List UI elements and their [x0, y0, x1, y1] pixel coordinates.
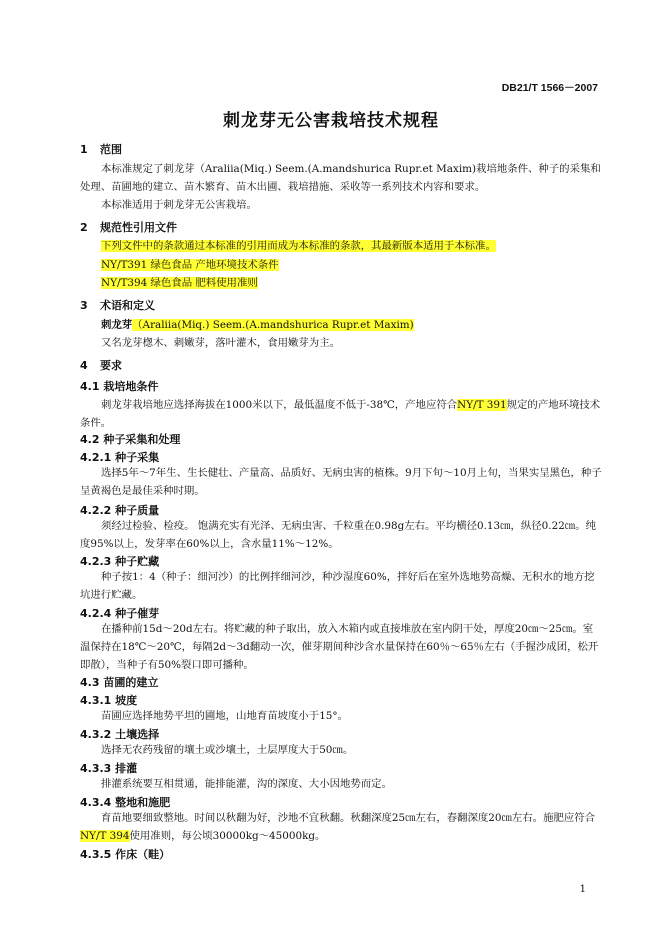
heading-4-1: 4.1 栽培地条件 [80, 380, 159, 393]
paragraph-text: 刺龙芽栽培地应选择海拔在1000米以下，最低温度不低于-38℃，产地应符合 [101, 399, 458, 411]
paragraph-4-3-3: 排灌系统要互相贯通，能排能灌，沟的深度、大小因地势而定。 [101, 778, 392, 790]
section-number: 2 [80, 221, 88, 234]
paragraph-4-2-2: 须经过检验、检疫。 饱满充实有光泽、无病虫害、千粒重在0.98g左右。平均横径0.13㎝，纵径0.22㎝。纯度95%以上，发芽率在60%以上，含水量11%～12%。 [80, 520, 596, 550]
reference-2 [101, 274, 258, 292]
paragraph-4-2-3: 种子按1：4（种子：细河沙）的比例拌细河沙，种沙湿度60%，拌好后在室外选地势高燥、无积水的地方挖坑进行贮藏。 [80, 571, 595, 601]
paragraph-4-3-4 [80, 809, 602, 845]
term-latin-name: （Araliia(Miq.) Seem.(A.mandshurica Rupr.et Maxim) [132, 319, 414, 331]
heading-4-3-1: 4.3.1 坡度 [80, 694, 138, 707]
paragraph-4-1 [80, 396, 602, 432]
section-title: 术语和定义 [100, 299, 155, 312]
section-number: 3 [80, 299, 88, 312]
section-title: 规范性引用文件 [100, 221, 177, 234]
section-1-paragraph-1: 本标准规定了刺龙芽（Araliia(Miq.) Seem.(A.mandshurica Rupr.et Maxim)栽培地条件、种子的采集和处理、苗圃地的建立、苗木繁育、苗木出圃、栽培措施、采收等一系列技术内容和要求。 [80, 163, 601, 193]
reference-nyt394: NY/T 394 [80, 830, 130, 842]
reference-nyt391: NY/T 391 [457, 399, 507, 411]
heading-4-2-1: 4.2.1 种子采集 [80, 451, 160, 464]
section-title: 范围 [100, 143, 122, 156]
term-line [101, 316, 414, 334]
reference-1 [101, 256, 279, 274]
section-3-heading [80, 297, 155, 313]
highlighted-text: NY/T394 绿色食品 肥料使用准则 [101, 277, 258, 289]
section-number: 1 [80, 143, 88, 156]
paragraph-4-2-1: 选择5年～7年生、生长健壮、产量高、品质好、无病虫害的植株。9月下旬～10月上旬，当果实呈黑色，种子呈黄褐色是最佳采种时期。 [80, 467, 602, 497]
heading-4-3-4: 4.3.4 整地和施肥 [80, 796, 171, 809]
heading-4-2-4: 4.2.4 种子催芽 [80, 607, 160, 620]
section-1-heading [80, 141, 122, 157]
paragraph-text: 使用准则，每公顷30000kg～45000kg。 [129, 830, 326, 842]
highlighted-text: 下列文件中的条款通过本标准的引用而成为本标准的条款，其最新版本适用于本标准。 [101, 240, 496, 252]
heading-4-2-3: 4.2.3 种子贮藏 [80, 555, 160, 568]
paragraph-4-3-2: 选择无农药残留的壤土或沙壤土，土层厚度大于50㎝。 [101, 744, 354, 756]
paragraph-text: 育苗地要细致整地。时间以秋翻为好，沙地不宜秋翻。秋翻深度25㎝左右，春翻深度20㎝左右。施肥应符合 [101, 812, 596, 824]
highlighted-text: NY/T391 绿色食品 产地环境技术条件 [101, 259, 279, 271]
page-number: 1 [579, 884, 586, 895]
paragraph-4-3-1: 苗圃应选择地势平坦的圃地，山地育苗坡度小于15°。 [101, 710, 349, 722]
heading-4-3-5: 4.3.5 作床（畦） [80, 848, 171, 861]
heading-4-3: 4.3 苗圃的建立 [80, 676, 159, 689]
page-title: 刺龙芽无公害栽培技术规程 [223, 111, 439, 131]
section-title: 要求 [100, 359, 122, 372]
heading-4-3-2: 4.3.2 土壤选择 [80, 728, 160, 741]
section-1-paragraph-2: 本标准适用于刺龙芽无公害栽培。 [101, 199, 257, 211]
section-number: 4 [80, 359, 88, 372]
section-2-paragraph [101, 237, 496, 255]
term-name: 刺龙芽 [101, 319, 133, 331]
heading-4-3-3: 4.3.3 排灌 [80, 762, 138, 775]
paragraph-4-2-4: 在播种前15d～20d左右。将贮藏的种子取出，放入木箱内或直接堆放在室内阴干处，厚度20㎝～25㎝。室温保持在18℃～20℃，每隔2d～3d翻动一次，催芽期间种沙含水量保持在60％～65％左右（手握沙成团，松开即散），当种子有50%裂口即可播种。 [80, 623, 599, 671]
term-definition: 又名龙芽楤木、刺嫩芽，落叶灌木，食用嫩芽为主。 [101, 337, 340, 349]
heading-4-2-2: 4.2.2 种子质量 [80, 504, 160, 517]
section-4-heading [80, 357, 122, 373]
document-number: DB21/T 1566－2007 [501, 82, 598, 94]
heading-4-2: 4.2 种子采集和处理 [80, 433, 181, 446]
section-2-heading [80, 219, 177, 235]
paragraph-text: 规定的产地环境技术条件。 [80, 399, 601, 429]
